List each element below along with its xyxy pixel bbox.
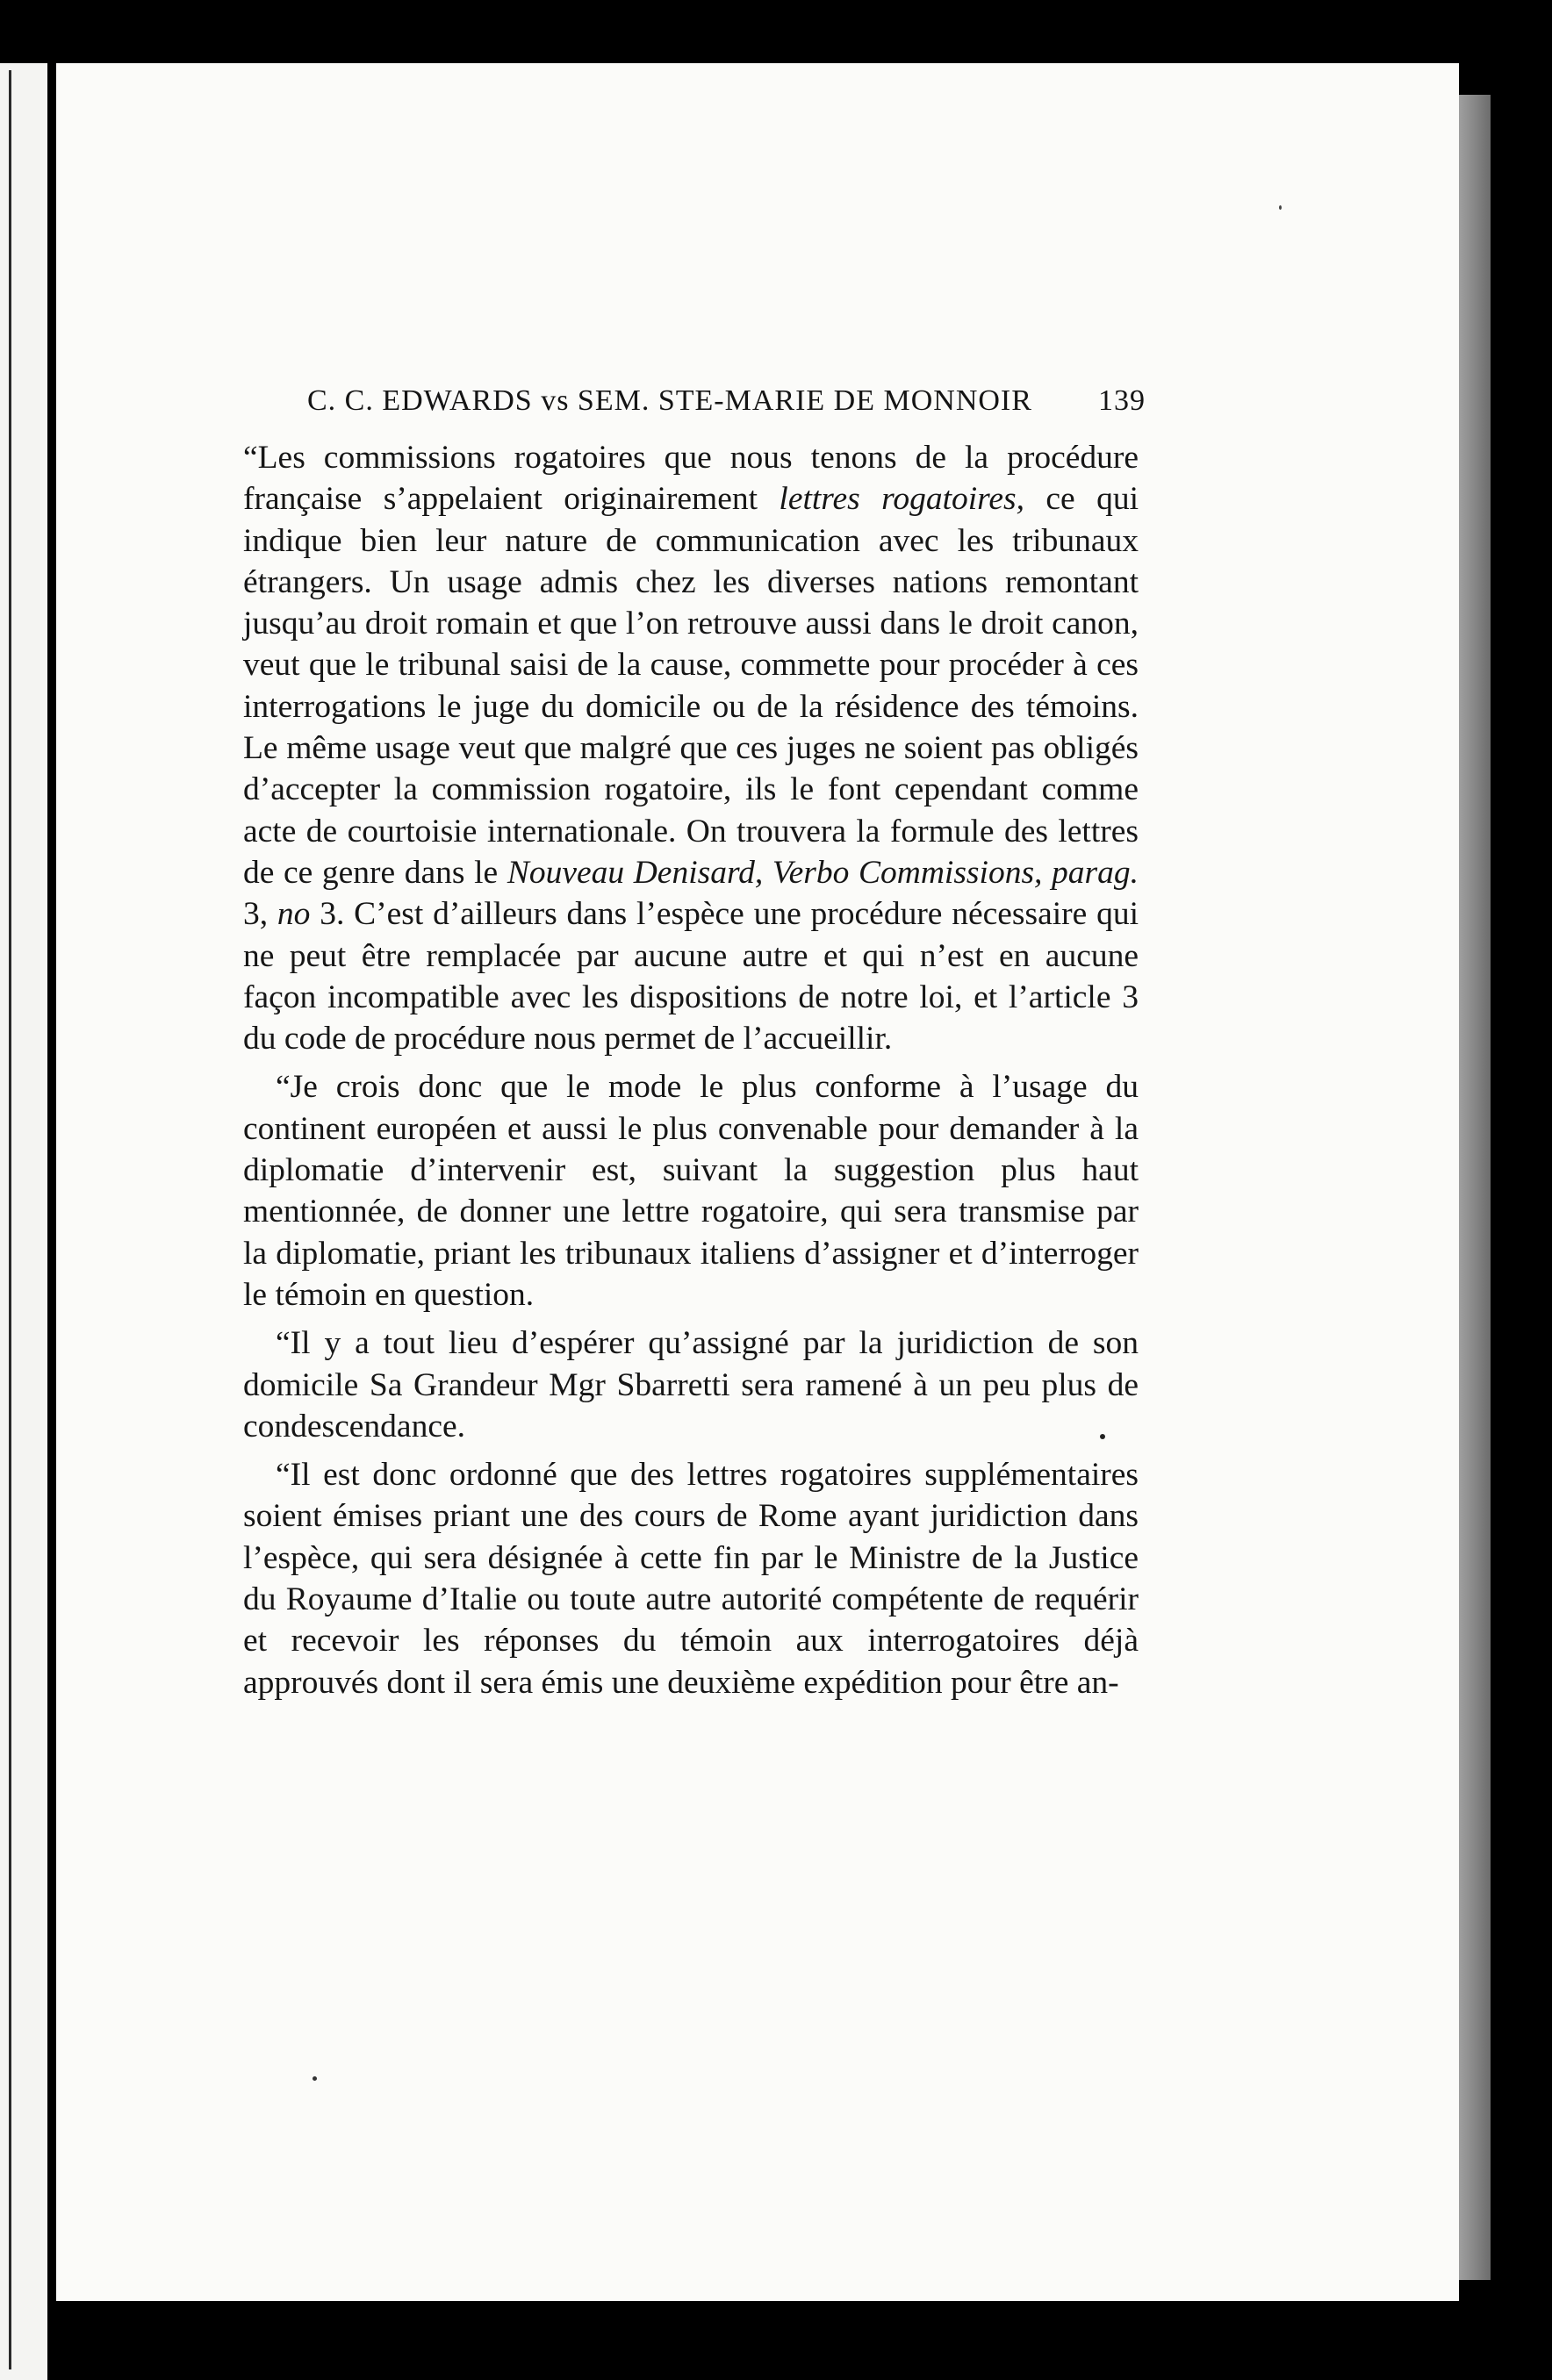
page-number: 139 [1098, 384, 1146, 417]
running-title: C. C. EDWARDS vs SEM. STE-MARIE DE MONNOIR [307, 384, 1032, 417]
scan-speck [1279, 205, 1282, 210]
scan-speck [1100, 1434, 1105, 1439]
running-head [307, 384, 1146, 418]
text-run: 3. C’est d’ailleurs dans l’espèce une procédure nécessaire qui ne peut être remplacée par aucune autre et qui n’est en aucune façon incompatible avec les dispositions de notre loi, et l’article 3 du code de procédure nous permet de l’accueillir. [243, 896, 1139, 1057]
body-text [243, 437, 1139, 1710]
text-run: 3, [243, 896, 277, 933]
text-run: ce qui indique bien leur nature de communication avec les tribunaux étrangers. Un usage admis chez les diverses nations remontant jusqu’au droit romain et que l’on retrouve aussi dans le droit canon, veut que le tribunal saisi de la cause, commette pour procéder à ces interrogations le juge du domicile ou de la résidence des témoins. Le même usage veut que malgré que ces juges ne soient pas obligés d’accepter la commission rogatoire, ils le font cependant comme acte de courtoisie internationale. On trouvera la formule des lettres de ce genre dans le [243, 481, 1139, 891]
paragraph [243, 1454, 1139, 1703]
facing-page-edge [0, 63, 47, 2380]
paragraph [243, 1323, 1139, 1447]
italic-text-run: Nouveau Denisard, Verbo Commissions, parag. [507, 854, 1139, 891]
text-run: “Il y a tout lieu d’espérer qu’assigné par la juridiction de son domicile Sa Grandeur Mgr Sbarretti sera ramené à un peu plus de condescendance. [243, 1325, 1139, 1444]
italic-text-run: lettres rogatoires, [779, 481, 1024, 518]
paragraph [243, 437, 1139, 1059]
text-run: “Il est donc ordonné que des lettres rogatoires supplémentaires soient émises priant une des cours de Rome ayant juridiction dans l’espèce, qui sera désignée à cette fin par le Ministre de la Justice du Royaume d’Italie ou toute autre autorité compétente de requérir et recevoir les réponses du témoin aux interrogatoires déjà approuvés dont il sera émis une deuxième expédition pour être an- [243, 1457, 1139, 1701]
text-run: “Je crois donc que le mode le plus conforme à l’usage du continent européen et aussi le plus convenable pour demander à la diplomatie d’intervenir est, suivant la suggestion plus haut mentionnée, de donner une lettre rogatoire, qui sera transmise par la diplomatie, priant les tribunaux italiens d’assigner et d’interroger le témoin en question. [243, 1069, 1139, 1313]
paragraph [243, 1066, 1139, 1315]
italic-text-run: no [277, 896, 311, 933]
scan-speck [313, 2076, 317, 2081]
binding-shadow [9, 70, 11, 2369]
text-run: “Les commissions rogatoires que nous tenons de la procédure française s’appelaient originairement [243, 440, 1139, 518]
